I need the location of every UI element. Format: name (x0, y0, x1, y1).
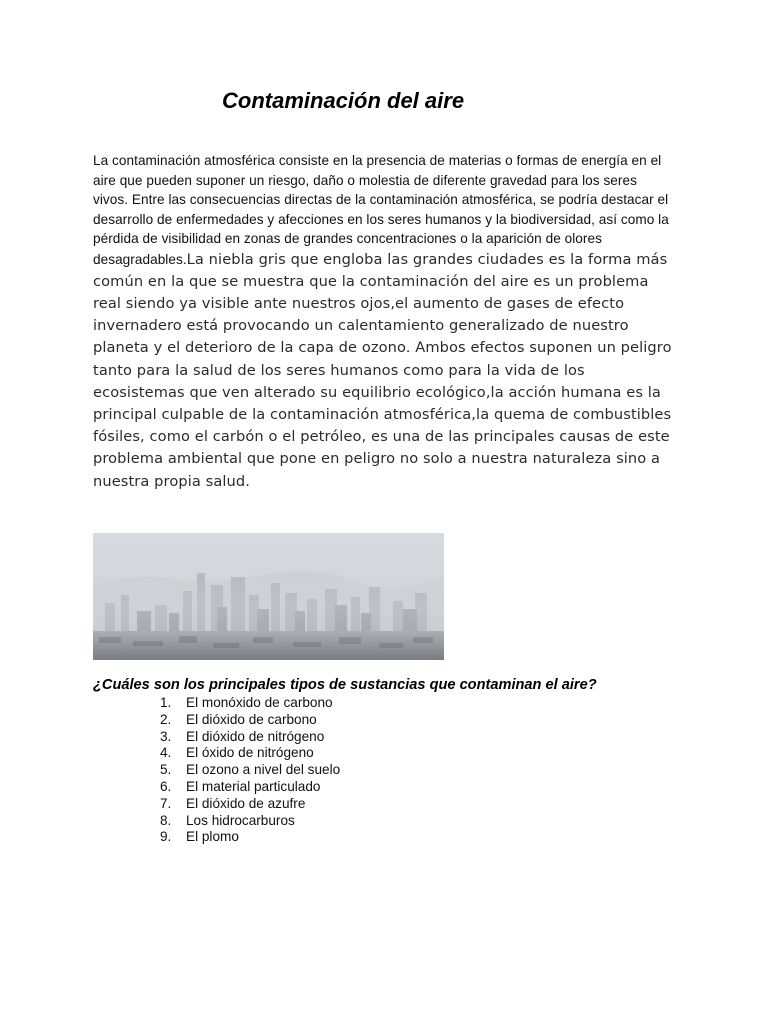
list-item-text: El monóxido de carbono (186, 695, 333, 710)
list-item-text: El óxido de nitrógeno (186, 745, 314, 761)
list-item-number: 9. (160, 829, 172, 845)
list-item (160, 779, 340, 796)
list-item-number: 1. (160, 695, 172, 710)
substance-list (160, 695, 340, 846)
list-item (160, 729, 340, 746)
list-item-number: 4. (160, 745, 172, 761)
list-item-text: El material particulado (186, 778, 321, 794)
list-item (160, 796, 340, 813)
list-item (160, 813, 340, 830)
list-item (160, 695, 340, 712)
body-paragraph (93, 151, 673, 493)
question-heading: ¿Cuáles son los principales tipos de sustancias que contaminan el aire? (93, 677, 597, 693)
list-item-number: 6. (160, 778, 172, 794)
list-item-text: Los hidrocarburos (186, 812, 295, 828)
list-item-text: El dióxido de carbono (186, 711, 317, 727)
list-item-number: 2. (160, 711, 172, 727)
list-item (160, 762, 340, 779)
list-item (160, 829, 340, 846)
list-item (160, 745, 340, 762)
list-item-text: El plomo (186, 829, 239, 845)
continuation-text: La niebla gris que engloba las grandes ciudades es la forma más común en la que se muestra que la contaminación del aire es un problema real siendo ya visible ante nuestros ojos,el aumento de gases de efecto invernadero está provocando un calentamiento generalizado de nuestro planeta y el deterioro de la capa de ozono. Ambos efectos suponen un peligro tanto para la salud de los seres humanos como para la vida de los ecosistemas que ven alterado su equilibrio ecológico,la acción humana es la principal culpable de la contaminación atmosférica,la quema de combustibles fósiles, como el carbón o el petróleo, es una de las principales causas de este problema ambiental que pone en peligro no solo a nuestra naturaleza sino a nuestra propia salud. (93, 250, 672, 490)
list-item-text: El dióxido de azufre (186, 795, 306, 811)
list-item-number: 5. (160, 762, 172, 778)
list-item-text: El dióxido de nitrógeno (186, 728, 325, 744)
list-item-text: El ozono a nivel del suelo (186, 762, 341, 778)
list-item-number: 3. (160, 728, 172, 744)
smog-city-photo (93, 533, 444, 660)
list-item (160, 712, 340, 729)
list-item-number: 8. (160, 812, 172, 828)
intro-text: La contaminación atmosférica consiste en la presencia de materias o formas de energía en el aire que pueden suponer un riesgo, daño o molestia de diferente gravedad para los seres vivos. Entre las consecuencias directas de la contaminación atmosférica, se podría destacar el desarrollo de enfermedades y afecciones en los seres humanos y la biodiversidad, así como la pérdida de visibilidad en zonas de grandes concentraciones o la aparición de olores desagradables. (93, 153, 669, 267)
list-item-number: 7. (160, 795, 172, 811)
page-title: Contaminación del aire (222, 88, 465, 113)
